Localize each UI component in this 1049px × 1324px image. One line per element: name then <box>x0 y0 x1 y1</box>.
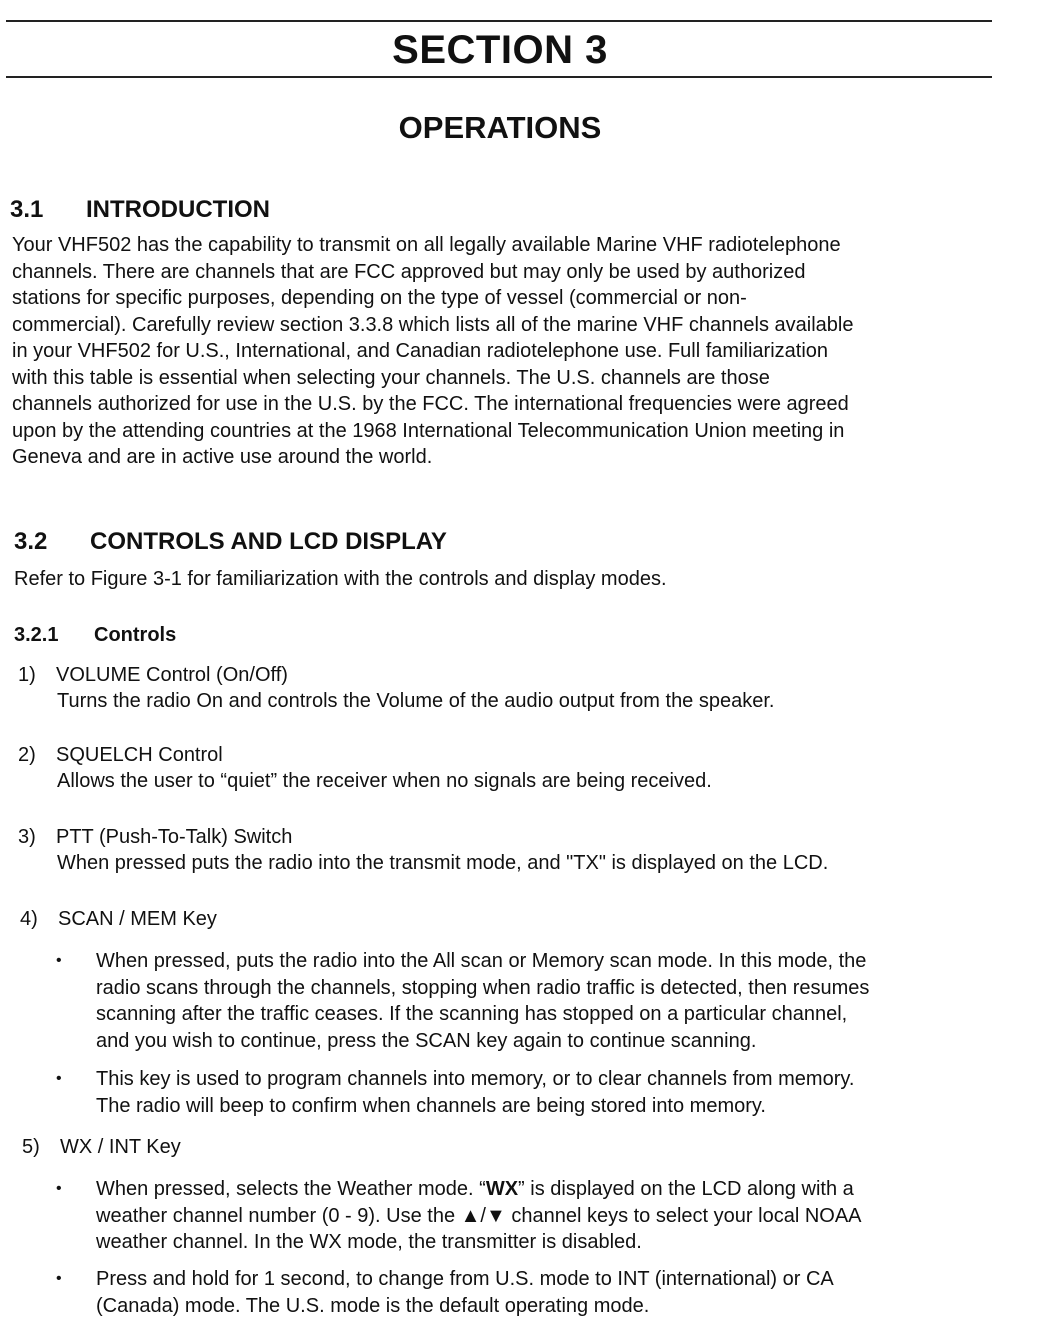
list-item-label: WX / INT Key <box>60 1136 181 1158</box>
list-item-title <box>18 826 292 849</box>
intro-heading-number: 3.1 <box>10 196 44 223</box>
intro-line: in your VHF502 for U.S., International, and Canadian radiotelephone use. Full familiarization <box>12 340 829 362</box>
list-item-number: 5) <box>22 1136 40 1158</box>
list-item-description: Turns the radio On and controls the Volume of the audio output from the speaker. <box>57 690 775 712</box>
controls-subheading <box>14 624 176 647</box>
controls-heading-number: 3.2 <box>14 528 48 555</box>
intro-line: channels. There are channels that are FCC approved but may only be used by authorized <box>12 260 806 283</box>
controls-subheading-number: 3.2.1 <box>14 624 59 646</box>
bullet-line: The radio will beep to confirm when channels are being stored into memory. <box>96 1094 766 1117</box>
list-item-label: PTT (Push-To-Talk) Switch <box>56 826 293 848</box>
list-item-description: Allows the user to “quiet” the receiver when no signals are being received. <box>57 770 712 792</box>
controls-heading <box>14 528 447 556</box>
intro-line: Geneva and are in active use around the world. <box>12 446 433 468</box>
controls-heading-text: CONTROLS AND LCD DISPLAY <box>90 528 447 555</box>
intro-line: channels authorized for use in the U.S. by the FCC. The international frequencies were agreed <box>12 393 849 415</box>
list-item-number: 2) <box>18 744 36 766</box>
bullet-icon: • <box>56 952 62 969</box>
intro-heading <box>10 196 270 224</box>
controls-subheading-text: Controls <box>94 624 177 646</box>
controls-intro-text: Refer to Figure 3-1 for familiarization with the controls and display modes. <box>14 568 667 590</box>
list-item-number: 4) <box>20 908 38 930</box>
wx-indicator-text: WX <box>485 1178 519 1200</box>
list-item-number: 3) <box>18 826 36 848</box>
bullet-icon: • <box>56 1070 62 1087</box>
list-item-title <box>20 908 217 931</box>
bullet-line: weather channel. In the WX mode, the transmitter is disabled. <box>96 1231 642 1253</box>
bullet-icon: • <box>56 1270 62 1287</box>
bullet-line <box>96 1176 996 1203</box>
bullet-text: When pressed, selects the Weather mode. “ <box>96 1178 486 1200</box>
list-item-label: SQUELCH Control <box>56 744 223 766</box>
list-item-title <box>18 744 223 767</box>
bottom-rule <box>6 76 992 78</box>
bullet-line: This key is used to program channels into memory, or to clear channels from memory. <box>96 1068 855 1090</box>
bullet-line: scanning after the traffic ceases. If the scanning has stopped on a particular channel, <box>96 1003 848 1025</box>
list-item-title <box>22 1136 181 1159</box>
list-item-number: 1) <box>18 664 36 686</box>
section-title: SECTION 3 <box>392 28 608 72</box>
intro-line: with this table is essential when selecting your channels. The U.S. channels are those <box>12 366 770 389</box>
list-item-title <box>18 664 288 687</box>
bullet-line: radio scans through the channels, stopping when radio traffic is detected, then resumes <box>96 976 870 999</box>
bullet-line: When pressed, puts the radio into the All scan or Memory scan mode. In this mode, the <box>96 950 867 972</box>
chapter-title: OPERATIONS <box>398 110 602 145</box>
intro-heading-text: INTRODUCTION <box>86 196 270 223</box>
bullet-line: Press and hold for 1 second, to change from U.S. mode to INT (international) or CA <box>96 1268 834 1290</box>
intro-line: commercial). Carefully review section 3.3.8 which lists all of the marine VHF channels available <box>12 313 854 336</box>
list-item-label: SCAN / MEM Key <box>58 908 217 930</box>
intro-line: stations for specific purposes, depending on the type of vessel (commercial or non- <box>12 287 747 309</box>
intro-line: upon by the attending countries at the 1968 International Telecommunication Union meeting in <box>12 419 845 442</box>
intro-line: Your VHF502 has the capability to transmit on all legally available Marine VHF radiotelephone <box>12 234 841 256</box>
top-rule <box>6 20 992 22</box>
bullet-line: weather channel number (0 - 9). Use the ▲/▼ channel keys to select your local NOAA <box>96 1204 862 1227</box>
bullet-text: ” is displayed on the LCD along with a <box>518 1178 854 1200</box>
list-item-label: VOLUME Control (On/Off) <box>56 664 288 686</box>
bullet-line: and you wish to continue, press the SCAN key again to continue scanning. <box>96 1029 757 1052</box>
bullet-icon: • <box>56 1180 62 1197</box>
intro-paragraph <box>12 232 997 471</box>
list-item-description: When pressed puts the radio into the transmit mode, and "TX" is displayed on the LCD. <box>57 852 829 874</box>
bullet-line: (Canada) mode. The U.S. mode is the default operating mode. <box>96 1294 650 1317</box>
